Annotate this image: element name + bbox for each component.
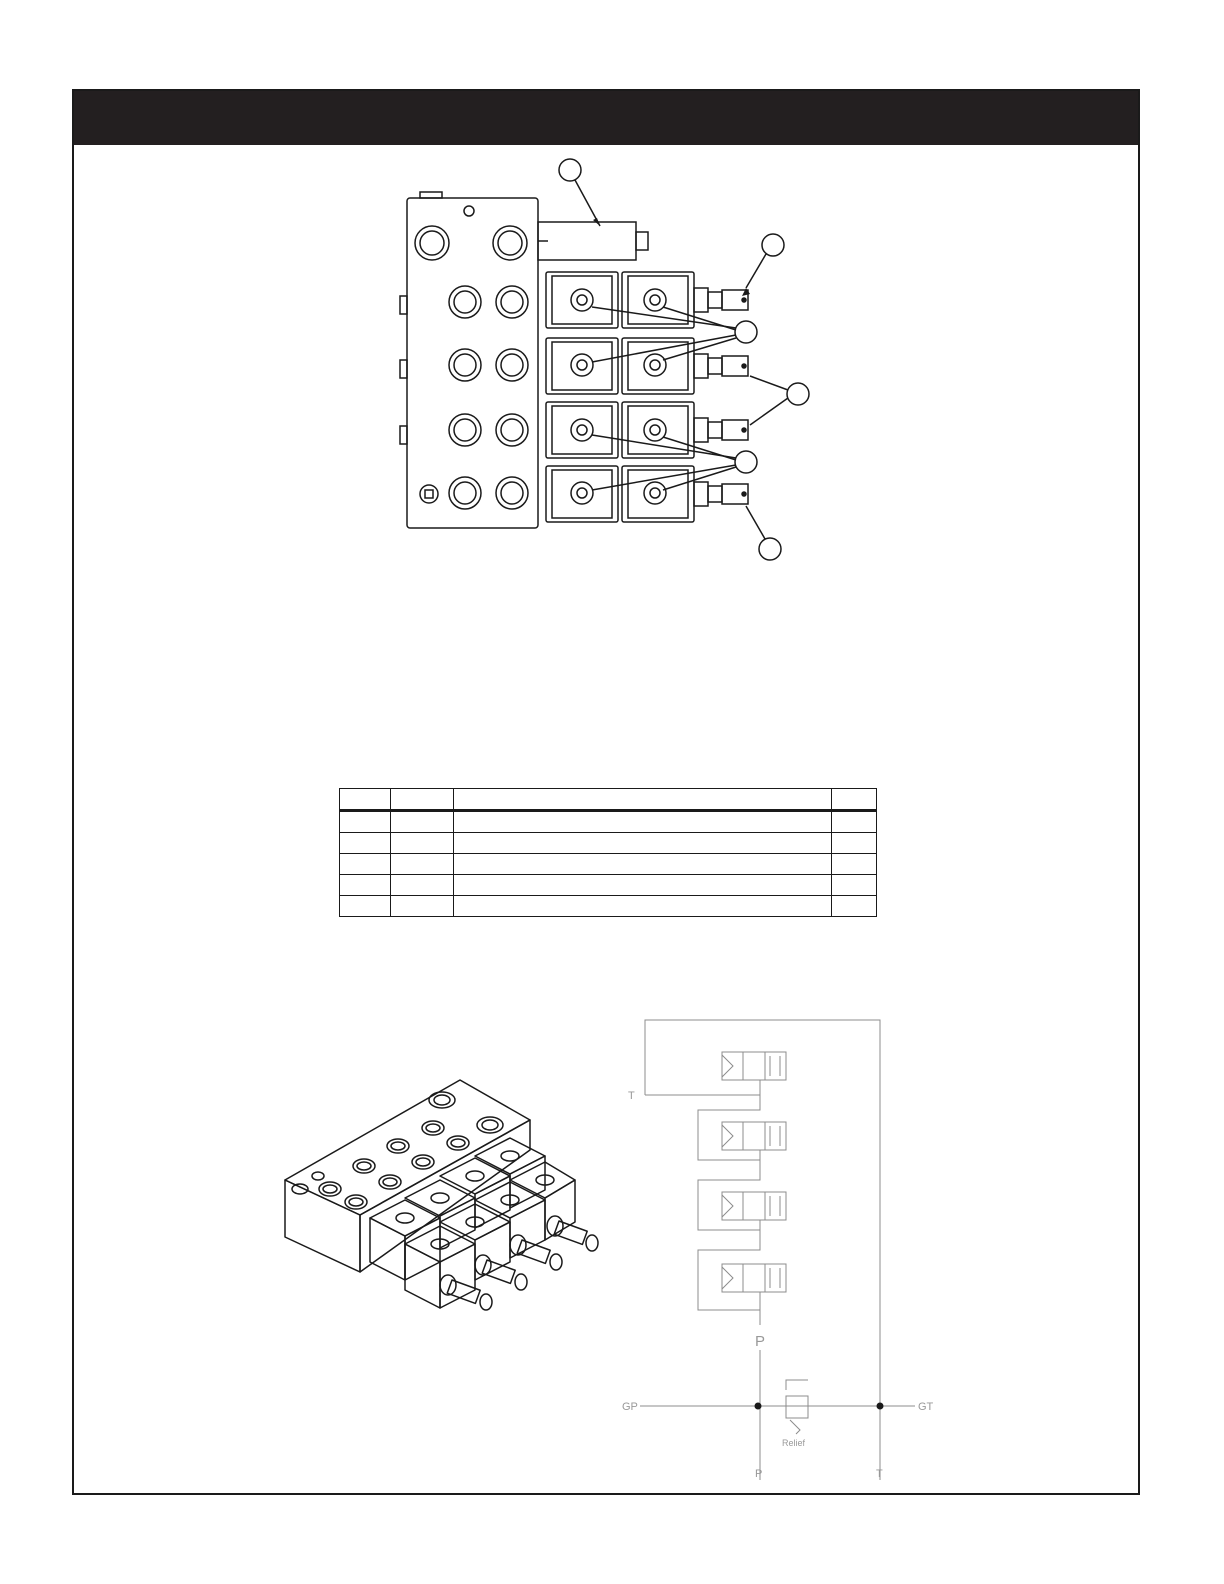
schematic-label-gt: GT <box>918 1401 934 1413</box>
schematic-label-p-mid: P <box>755 1333 766 1350</box>
schematic-label-gp: GP <box>622 1401 638 1413</box>
schematic-label-relief: Relief <box>782 1438 806 1448</box>
schematic-label-t-bottom: T <box>876 1468 883 1480</box>
schematic-label-t-top: T <box>628 1090 635 1102</box>
schematic-label-p-bottom: P <box>755 1468 763 1480</box>
